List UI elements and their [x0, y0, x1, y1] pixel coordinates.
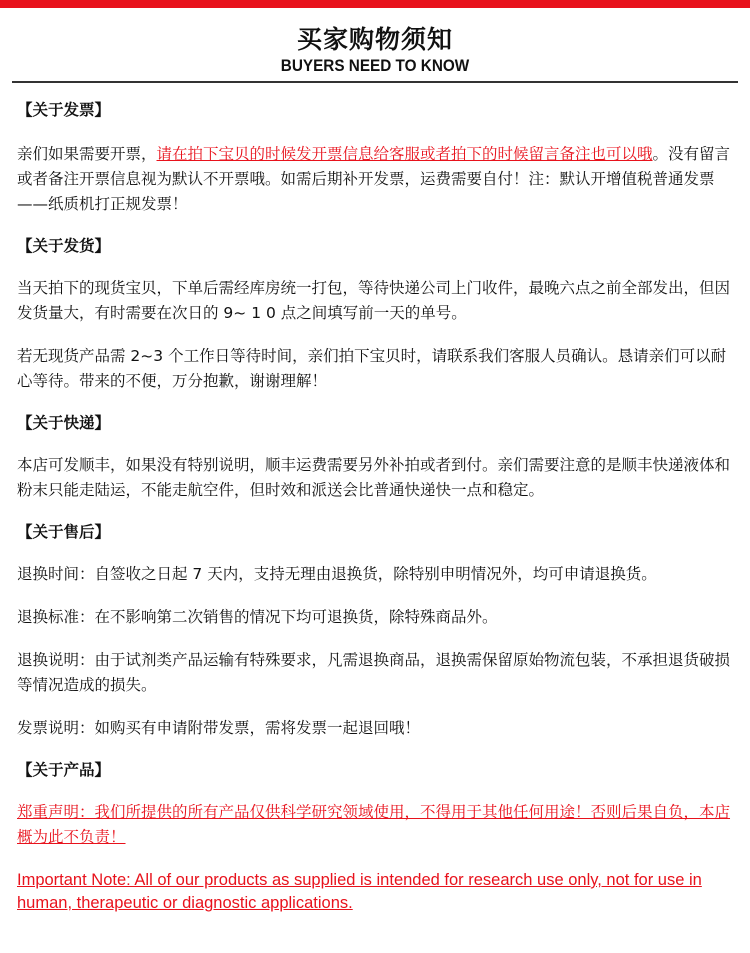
- section-product: [17, 758, 735, 915]
- shipping-paragraph-2: 若无现货产品需 2~3 个工作日等待时间，亲们拍下宝贝时，请联系我们客服人员确认。恳请亲们可以耐心等待。带来的不便，万分抱歉，谢谢理解！: [17, 347, 727, 390]
- invoice-paragraph: [17, 142, 735, 217]
- section-heading-product: 【关于产品】: [17, 761, 111, 779]
- invoice-highlight: 请在拍下宝贝的时候发开票信息给客服或者拍下的时候留言备注也可以哦: [156, 145, 653, 163]
- aftersale-time: 退换时间：自签收之日起 7 天内，支持无理由退换货，除特别申明情况外，均可申请退换货。: [17, 565, 657, 583]
- notice-content: [17, 90, 735, 915]
- page-title: 买家购物须知: [296, 25, 453, 54]
- section-invoice: [17, 98, 735, 217]
- shipping-paragraph-1: 当天拍下的现货宝贝，下单后需经库房统一打包，等待快递公司上门收件，最晚六点之前全部发出，但因发货量大，有时需要在次日的 9~ 1 0 点之间填写前一天的单号。: [17, 279, 731, 322]
- invoice-text-a: 亲们如果需要开票，: [17, 145, 157, 163]
- section-heading-aftersale: 【关于售后】: [17, 523, 111, 541]
- section-heading-shipping: 【关于发货】: [17, 237, 111, 255]
- section-shipping: [17, 234, 735, 394]
- section-aftersale: [17, 520, 735, 741]
- product-disclaimer-en: Important Note: All of our products as supplied is intended for research use only, not for use in human, therapeutic or diagnostic applications.: [17, 871, 702, 912]
- aftersale-invoice: 发票说明：如购买有申请附带发票，需将发票一起退回哦！: [17, 719, 421, 737]
- express-paragraph: 本店可发顺丰，如果没有特别说明，顺丰运费需要另外补拍或者到付。亲们需要注意的是顺丰快递液体和粉末只能走陆运，不能走航空件，但时效和派送会比普通快递快一点和稳定。: [17, 456, 731, 499]
- section-heading-express: 【关于快递】: [17, 414, 111, 432]
- aftersale-standard: 退换标准：在不影响第二次销售的情况下均可退换货，除特殊商品外。: [17, 608, 498, 626]
- title-divider: [12, 81, 738, 83]
- section-heading-invoice: 【关于发票】: [17, 101, 111, 119]
- page-subtitle: BUYERS NEED TO KNOW: [280, 56, 470, 75]
- product-disclaimer-cn: 郑重声明：我们所提供的所有产品仅供科学研究领域使用，不得用于其他任何用途！否则后果自负，本店概为此不负责！: [17, 803, 731, 846]
- section-express: [17, 411, 735, 503]
- top-accent-bar: [0, 0, 750, 8]
- aftersale-explanation: 退换说明：由于试剂类产品运输有特殊要求，凡需退换商品，退换需保留原始物流包装，不承担退货破损等情况造成的损失。: [17, 651, 731, 694]
- invoice-text-b: 。没有留言或者备注开票信息视为默认不开票哦。如需后期补开发票，运费需要自付！注：默认开增值税普通发票——纸质机打正规发票！: [17, 145, 731, 213]
